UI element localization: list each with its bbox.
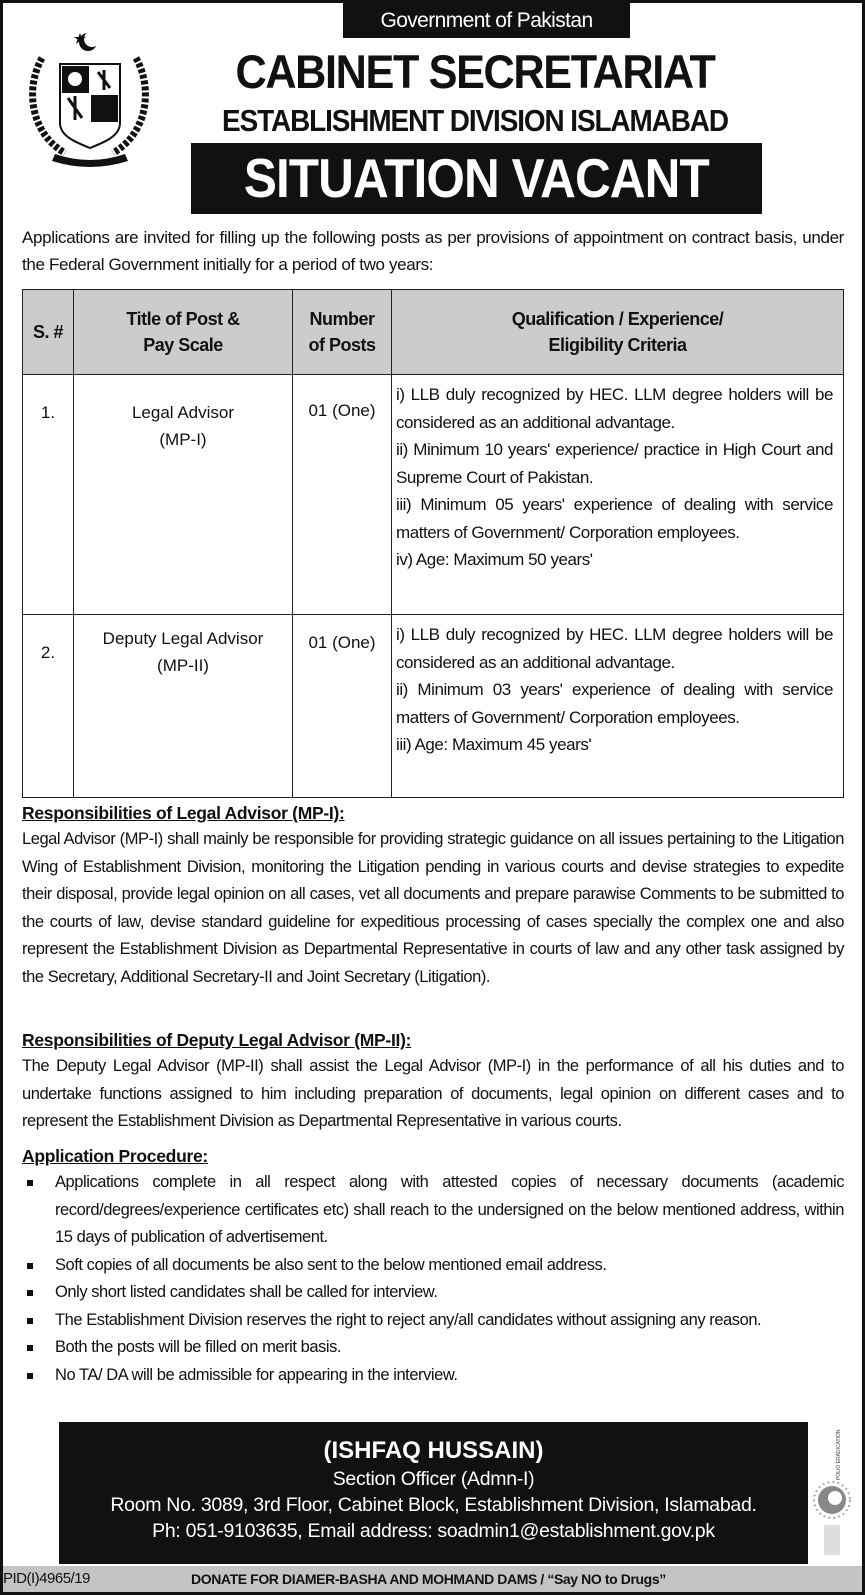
list-item — [22, 1362, 844, 1390]
section-heading: Responsibilities of Deputy Legal Advisor (MP-II): — [22, 1030, 412, 1050]
criterion: iv) Age: Maximum 50 years' — [396, 550, 593, 569]
table-row — [23, 615, 844, 798]
header-posts-text: Number of Posts — [308, 309, 376, 355]
cell-posts: 01 (One) — [293, 615, 392, 798]
pid-number: PID(I)4965/19 — [3, 1570, 90, 1587]
list-item — [22, 1169, 844, 1252]
cell-criteria — [392, 375, 844, 615]
cell-title — [74, 615, 293, 798]
list-item — [22, 1279, 844, 1307]
intro-paragraph: Applications are invited for filling up the following posts as per provisions of appointment on contract basis, under the Federal Government initially for a period of two years: — [22, 228, 844, 274]
cell-title — [74, 375, 293, 615]
section-heading: Responsibilities of Legal Advisor (MP-I): — [22, 803, 345, 823]
criterion: ii) Minimum 10 years' experience/ practice in High Court and Supreme Court of Pakistan. — [396, 440, 833, 487]
cell-sn: 2. — [23, 615, 74, 798]
bullet-icon — [27, 1180, 33, 1186]
list-item-text: The Establishment Division reserves the right to reject any/all candidates without assigning any reason. — [55, 1310, 762, 1329]
criterion: i) LLB duly recognized by HEC. LLM degree holders will be considered as an additional advantage. — [396, 625, 833, 672]
page-subtitle: ESTABLISHMENT DIVISION ISLAMABAD — [222, 103, 728, 138]
cell-posts: 01 (One) — [293, 375, 392, 615]
banner-text: SITUATION VACANT — [244, 147, 709, 209]
bullet-icon — [27, 1373, 33, 1379]
criterion: iii) Minimum 05 years' experience of dealing with service matters of Government/ Corporation employees. — [396, 495, 833, 542]
cell-criteria — [392, 615, 844, 798]
posts-table — [22, 289, 844, 798]
table-row — [23, 375, 844, 615]
page-title: CABINET SECRETARIAT — [235, 45, 715, 98]
post-title: Deputy Legal Advisor — [102, 629, 264, 648]
bullet-icon — [27, 1263, 33, 1269]
polio-eradication-logo-icon — [810, 1420, 854, 1565]
list-item-text: No TA/ DA will be admissible for appearing in the interview. — [55, 1365, 458, 1384]
list-item-text: Soft copies of all documents be also sent to the below mentioned email address. — [55, 1255, 607, 1274]
officer-name: (ISHFAQ HUSSAIN) — [323, 1437, 544, 1464]
section-heading: Application Procedure: — [22, 1146, 208, 1166]
office-address: Room No. 3089, 3rd Floor, Cabinet Block, Establishment Division, Islamabad. — [110, 1494, 757, 1516]
svg-text:POLIO ERADICATION: POLIO ERADICATION — [836, 1429, 842, 1480]
criterion: ii) Minimum 03 years' experience of dealing with service matters of Government/ Corporation employees. — [396, 680, 833, 727]
header-criteria-text: Qualification / Experience/ Eligibility Criteria — [511, 309, 724, 355]
criterion: iii) Age: Maximum 45 years' — [396, 735, 592, 754]
contact-block — [59, 1422, 808, 1564]
cell-sn: 1. — [23, 375, 74, 615]
footer-slogan: DONATE FOR DIAMER-BASHA AND MOHMAND DAMS / “Say NO to Drugs” — [191, 1571, 666, 1587]
situation-vacant-banner — [191, 143, 762, 214]
deputy-legal-advisor-responsibilities — [22, 1027, 844, 1136]
bullet-icon — [27, 1318, 33, 1324]
bullet-icon — [27, 1290, 33, 1296]
phone-email: Ph: 051-9103635, Email address: soadmin1@establishment.gov.pk — [152, 1520, 715, 1542]
list-item — [22, 1307, 844, 1335]
header-criteria — [392, 290, 844, 375]
post-title: Legal Advisor — [131, 403, 235, 422]
header-title — [74, 290, 293, 375]
legal-advisor-responsibilities — [22, 800, 844, 991]
header-title-text: Title of Post & Pay Scale — [126, 309, 240, 355]
list-item — [22, 1334, 844, 1362]
procedure-list — [22, 1169, 844, 1389]
section-text: The Deputy Legal Advisor (MP-II) shall assist the Legal Advisor (MP-I) in the performance of all his duties and to undertake functions assigned to him including preparation of documents, legal opinion on different cases and to represent the Establishment Division as Departmental Representative in various courts. — [22, 1057, 844, 1130]
application-procedure — [22, 1143, 844, 1389]
footer-bar — [3, 1566, 862, 1592]
section-text: Legal Advisor (MP-I) shall mainly be responsible for providing strategic guidance on all issues pertaining to the Litigation Wing of Establishment Division, monitoring the Litigation pending in various courts and devise strategies to expedite their disposal, provide legal opinion on all cases, vet all documents and prepare parawise Comments to be submitted to the courts of law, devise standard guideline for expeditious processing of cases specially the complex one and also represent the Establishment Division as Departmental Representative in courts of law and any other task assigned by the Secretary, Additional Secretary-II and Joint Secretary (Litigation). — [22, 830, 844, 986]
list-item-text: Applications complete in all respect along with attested copies of necessary documents (academic record/degrees/experience certificates etc) shall reach to the undersigned on the below mentioned address, within 15 days of publication of advertisement. — [55, 1173, 844, 1246]
list-item — [22, 1252, 844, 1280]
criterion: i) LLB duly recognized by HEC. LLM degree holders will be considered as an additional advantage. — [396, 385, 833, 432]
header-sn: S. # — [23, 290, 74, 375]
officer-designation: Section Officer (Admn-I) — [332, 1468, 535, 1490]
list-item-text: Both the posts will be filled on merit basis. — [55, 1338, 342, 1356]
pay-scale: (MP-I) — [159, 430, 207, 449]
table-header-row — [23, 290, 844, 375]
government-label: Government of Pakistan — [343, 3, 630, 38]
pay-scale: (MP-II) — [157, 656, 209, 675]
list-item-text: Only short listed candidates shall be called for interview. — [55, 1283, 438, 1301]
header-posts — [293, 290, 392, 375]
bullet-icon — [27, 1345, 33, 1351]
state-emblem-icon — [20, 28, 160, 168]
